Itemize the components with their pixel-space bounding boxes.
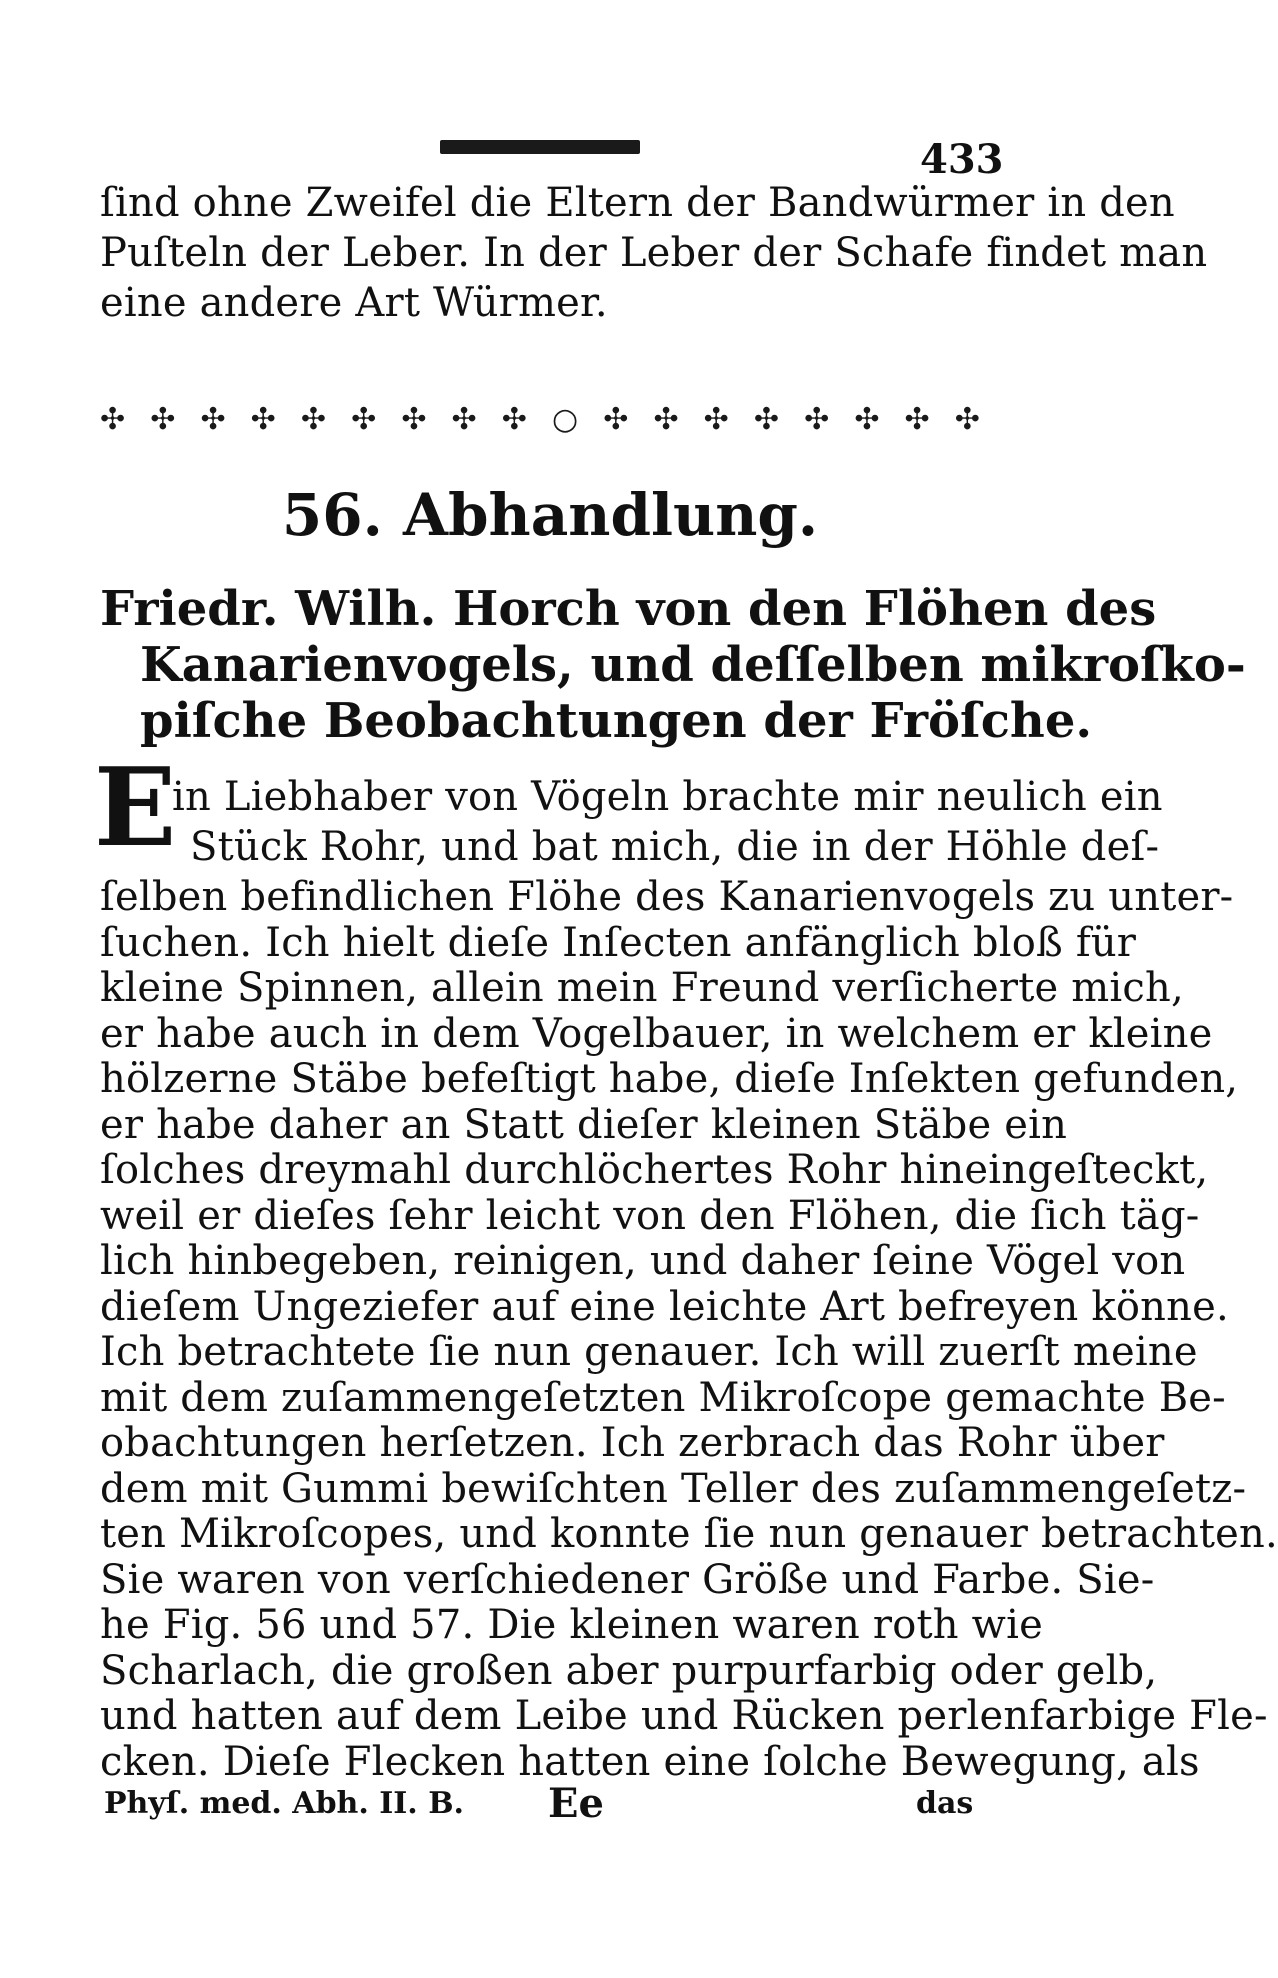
text-line: Puſteln der Leber. In der Leber der Schafe findet man <box>100 230 1208 276</box>
text-line: Stück Rohr, und bat mich, die in der Höhle deſ- <box>190 824 1160 870</box>
text-line: er habe daher an Statt dieſer kleinen Stäbe ein <box>100 1101 1068 1148</box>
text-line: ten Mikroſcopes, und konnte ſie nun genauer betrachten. <box>100 1511 1278 1557</box>
text-line: weil er dieſes ſehr leicht von den Flöhen, die ſich täg- <box>100 1192 1200 1239</box>
text-line: ſuchen. Ich hielt dieſe Inſecten anfänglich bloß für <box>100 919 1137 966</box>
ornament-glyph: ✣ <box>351 402 377 437</box>
header-rule <box>440 140 640 154</box>
text-line: hölzerne Stäbe befeſtigt habe, dieſe Inſekten gefunden, <box>100 1056 1239 1102</box>
ornament-glyph: ✣ <box>451 402 477 437</box>
catchword: das <box>916 1786 974 1821</box>
text-line: dem mit Gummi bewiſchten Teller des zuſammengeſetz- <box>100 1465 1247 1512</box>
text-line: Ich betrachtete ſie nun genauer. Ich will zuerſt meine <box>100 1329 1198 1375</box>
ornament-divider <box>100 400 980 440</box>
text-line: Scharlach, die großen aber purpurfarbig oder gelb, <box>100 1647 1158 1694</box>
ornament-glyph: ✣ <box>200 402 226 437</box>
quire-mark: Ee <box>548 1780 604 1827</box>
drop-capital: E <box>94 745 177 871</box>
signature-line: Phyſ. med. Abh. II. B. <box>104 1786 464 1821</box>
ornament-glyph: ✣ <box>703 402 729 437</box>
text-line: obachtungen herſetzen. Ich zerbrach das Rohr über <box>100 1420 1165 1466</box>
text-line: ſelben befindlichen Flöhe des Kanarienvogels zu unter- <box>100 874 1234 920</box>
ornament-glyph: ✣ <box>753 402 780 437</box>
ornament-glyph: ✣ <box>904 402 930 437</box>
text-line: er habe auch in dem Vogelbauer, in welchem er kleine <box>100 1010 1213 1057</box>
ornament-glyph: ✣ <box>401 402 427 437</box>
text-line: dieſem Ungeziefer auf eine leichte Art befreyen könne. <box>100 1283 1229 1330</box>
text-line: und hatten auf dem Leibe und Rücken perlenfarbige Fle- <box>100 1693 1268 1739</box>
ornament-glyph: ✣ <box>250 402 276 437</box>
text-line: eine andere Art Würmer. <box>100 280 608 326</box>
ornament-glyph: ✣ <box>804 402 830 437</box>
text-line: kleine Spinnen, allein mein Freund verſicherte mich, <box>100 965 1184 1011</box>
ornament-glyph: ✣ <box>300 402 327 437</box>
ornament-glyph: ✣ <box>653 402 679 437</box>
text-line: in Liebhaber von Vögeln brachte mir neulich ein <box>172 774 1163 820</box>
ornament-glyph: ○ <box>551 402 579 437</box>
article-title-line: Friedr. Wilh. Horch von den Flöhen des <box>100 581 1157 637</box>
ornament-glyph: ✣ <box>603 402 629 437</box>
text-line: ſind ohne Zweifel die Eltern der Bandwürmer in den <box>100 180 1175 226</box>
text-line: ſolches dreymahl durchlöchertes Rohr hineingeſteckt, <box>100 1147 1209 1193</box>
ornament-glyph: ✣ <box>954 402 980 437</box>
text-line: Sie waren von verſchiedener Größe und Farbe. Sie- <box>100 1556 1155 1603</box>
ornament-glyph: ✣ <box>150 402 176 437</box>
ornament-glyph: ✣ <box>100 402 126 437</box>
ornament-glyph: ✣ <box>501 402 527 437</box>
article-title-line: Kanarienvogels, und deſſelben mikroſko- <box>140 637 1246 693</box>
text-line: mit dem zuſammengeſetzten Mikroſcope gemachte Be- <box>100 1374 1226 1421</box>
text-line: cken. Dieſe Flecken hatten eine ſolche Bewegung, als <box>100 1738 1200 1785</box>
text-line: he Fig. 56 und 57. Die kleinen waren roth wie <box>100 1602 1043 1648</box>
section-heading: 56. Abhandlung. <box>281 481 819 549</box>
text-line: lich hinbegeben, reinigen, und daher ſeine Vögel von <box>100 1238 1186 1284</box>
ornament-glyph: ✣ <box>854 402 880 437</box>
page-number: 433 <box>920 136 1004 183</box>
article-title-line: piſche Beobachtungen der Fröſche. <box>140 693 1093 749</box>
